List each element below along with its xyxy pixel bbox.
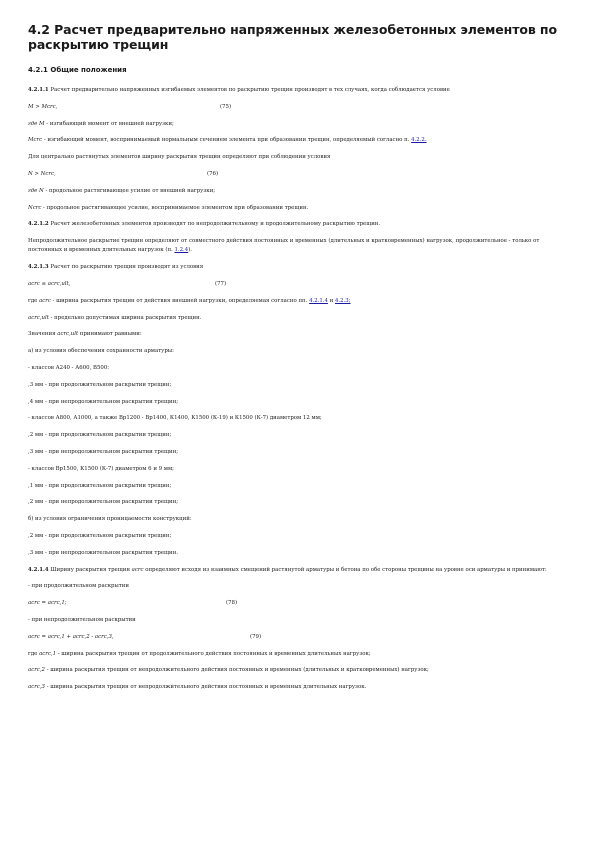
paragraph [28,314,573,323]
clause-number: 4.2.1.4 [28,566,49,573]
paragraph [28,237,573,255]
list-item: - классов Вр1500, К1500 (К-7) диаметром 6 и 9 мм; [28,465,174,472]
paragraph-text: Расчет предварительно напряженных изгибаемых элементов по раскрытию трещин производят в тех случаях, когда соблюдается условие [48,87,450,93]
list-item: ,4 мм - при непродолжительном раскрытии трещин; [28,398,179,405]
symbol: где M [28,120,45,127]
list-item: ,3 мм - при непродолжительном раскрытии трещин. [28,549,178,556]
paragraph [28,136,573,145]
paragraph [28,220,573,229]
paragraph-text: где [28,297,40,304]
symbol: acrc,1 [39,650,57,657]
list-item: - классов А240 - А600, В500: [28,364,110,371]
paragraph [28,263,573,272]
paragraph [28,566,573,575]
clause-number: 4.2.1.3 [28,264,49,271]
formula-number: (77) [215,280,227,287]
list-item: - классов А800, А1000, а также Вр1200 - Вр1400, К1400, К1500 (К-19) и К1500 (К-7) диаметром 12 мм; [28,415,322,422]
paragraph-text: Ширину раскрытия трещин [48,566,132,573]
formula-number: (75) [220,103,232,110]
paragraph-text: Расчет железобетонных элементов производят по непродолжительному и продолжительному раскрытию трещин. [48,221,381,228]
paragraph: Для центрально растянутых элементов ширину раскрытия трещин определяют при соблюдении условия [28,154,331,161]
formula-number: (78) [226,600,238,607]
list-item: ,3 мм - при продолжительном раскрытии трещин; [28,381,172,388]
formula-77 [28,280,573,289]
list-item: б) из условия ограничения проницаемости конструкций: [28,516,192,523]
paragraph-text: ). [188,247,193,254]
paragraph-text: Значения [28,331,58,338]
paragraph-text: определяют исходя из взаимных смещений растянутой арматуры и бетона по обе стороны трещины на уровне оси арматуры и принимают: [143,566,547,573]
paragraph [28,204,573,213]
paragraph [28,650,573,659]
list-item: - при продолжительном раскрытии [28,583,129,590]
paragraph [28,666,573,675]
symbol: Ncrc [28,204,42,211]
document-page [28,22,573,700]
subsection-title: 4.2.1 Общие положения [28,66,127,74]
link-clause[interactable]: 4.2.2. [411,137,427,144]
list-item: ,3 мм - при непродолжительном раскрытии трещин; [28,448,179,455]
paragraph-text: - ширина раскрытия трещин от продолжительного действия постоянных и временных длительных нагрузок; [56,650,371,657]
paragraph-text: и [327,297,335,304]
formula-text: acrc ≤ acrc,ult, [28,280,71,287]
paragraph-text: - изгибающий момент, воспринимаемый нормальным сечением элемента при образовании трещин, определяемый согласно п. [42,137,412,144]
symbol: acrc,3 [28,684,45,691]
formula-78 [28,599,573,608]
paragraph-text: - предельно допустимая ширина раскрытия трещин. [48,314,202,321]
formula-number: (76) [207,170,219,177]
symbol: acrc [131,566,144,573]
formula-text: M > Mcrc, [28,103,58,110]
link-clause[interactable]: 4.2.3; [334,297,351,304]
symbol: где N [28,187,44,194]
formula-76 [28,170,573,179]
link-clause[interactable]: 4.2.1.4 [309,297,328,304]
formula-text: N > Ncrc, [28,170,56,177]
symbol: acrc,ult [57,331,79,338]
paragraph [28,187,573,196]
clause-number: 4.2.1.2 [28,221,49,228]
paragraph [28,86,573,95]
paragraph-text: Расчет по раскрытию трещин производят из условия [48,264,204,271]
paragraph [28,330,573,339]
paragraph-text: - ширина раскрытия трещин от непродолжительного действия постоянных и временных (длительных и кратковременных) нагрузок; [44,667,429,674]
list-item: ,1 мм - при продолжительном раскрытии трещин; [28,482,172,489]
paragraph [28,297,573,306]
section-title: 4.2 Расчет предварительно напряженных железобетонных элементов по раскрытию трещин [28,22,557,52]
formula-number: (79) [250,633,262,640]
formula-75 [28,103,573,112]
paragraph-text: - ширина раскрытия трещин от непродолжительного действия постоянных и временных длительных нагрузок. [44,684,367,691]
list-item: ,2 мм - при продолжительном раскрытии трещин; [28,532,172,539]
formula-text: acrc = acrc,1; [28,600,67,607]
paragraph-text: принимают равными: [78,331,142,338]
link-clause[interactable]: 1.2.4 [174,247,189,254]
list-item: ,2 мм - при продолжительном раскрытии трещин; [28,432,172,439]
list-item: ,2 мм - при непродолжительном раскрытии трещин; [28,499,179,506]
paragraph [28,120,573,129]
paragraph-text: - изгибающий момент от внешней нагрузки; [44,120,174,127]
list-item: - при непродолжительном раскрытии [28,616,136,623]
paragraph-text: где [28,650,40,657]
formula-79 [28,633,573,642]
symbol: Mcrc [28,137,43,144]
paragraph [28,683,573,692]
clause-number: 4.2.1.1 [28,87,49,93]
paragraph-text: - ширина раскрытия трещин от действия внешней нагрузки, определяемая согласно пп. [50,297,310,304]
symbol: acrc,ult [28,314,49,321]
paragraph-text: Непродолжительное раскрытие трещин определяют от совместного действия постоянных и временных (длительных и кратковременных) нагрузок, продолжительное - только от постоянных и временных длительных нагрузок (п. [28,238,540,254]
formula-text: acrc = acrc,1 + acrc,2 - acrc,3, [28,633,114,640]
symbol: acrc [39,297,51,304]
symbol: acrc,2 [28,667,45,674]
paragraph-text: - продольное растягивающее усилие, воспринимаемое элементом при образовании трещин. [41,204,309,211]
paragraph-text: - продольное растягивающее усилие от внешней нагрузки; [43,187,216,194]
list-item: а) из условия обеспечения сохранности арматуры: [28,348,174,355]
